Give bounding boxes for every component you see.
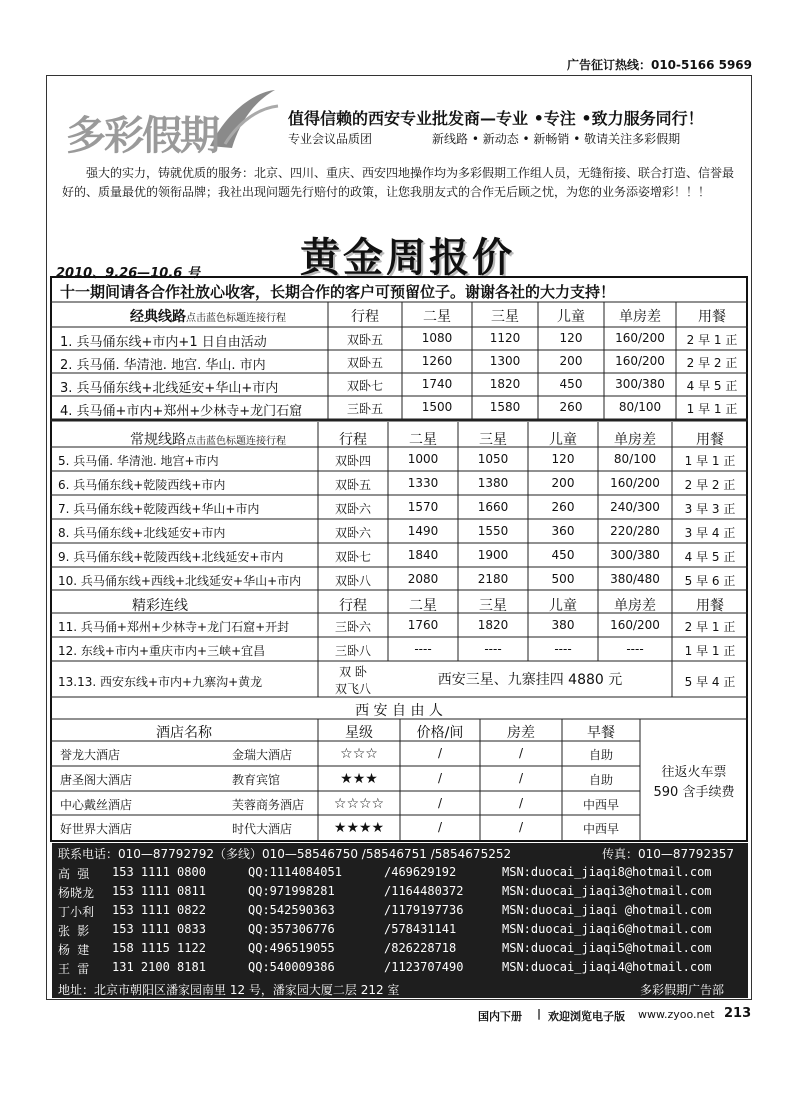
- hotel-price: /: [437, 771, 443, 785]
- meal-plan: 3 早 3 正: [684, 502, 736, 516]
- price-single-room: 220/280: [610, 524, 660, 538]
- contact-address: 地址：北京市朝阳区潘家园南里 12 号，潘家园大厦二层 212 室: [58, 983, 400, 997]
- hotel-price: /: [437, 820, 443, 834]
- price-single-room: 160/200: [615, 331, 665, 345]
- price-three-star: 1380: [477, 476, 509, 490]
- route-name: 2. 兵马俑. 华清池. 地宫. 华山. 市内: [60, 358, 266, 373]
- footer-promo: 欢迎浏览电子版: [548, 1010, 625, 1023]
- contact-qq: QQ:1114084051: [248, 865, 342, 879]
- regular-hint: 点击蓝色标题连接行程: [186, 436, 286, 447]
- price-three-star: 1120: [489, 331, 521, 345]
- price-three-star: 1820: [477, 618, 509, 632]
- train-ticket-price: 590 含手续费: [653, 785, 735, 800]
- col-meal: 用餐: [698, 309, 726, 325]
- page-number: 213: [724, 1006, 752, 1021]
- route-trip: 双卧五: [346, 333, 383, 347]
- route-name: 4. 兵马俑+市内+郑州+少林寺+龙门石窟: [60, 404, 303, 419]
- contact-mobile: 158 1115 1122: [112, 941, 206, 955]
- page-title: 黄金周报价: [300, 234, 515, 281]
- route-name: 12. 东线+市内+重庆市内+三峡+宜昌: [58, 644, 266, 658]
- route-name: 10. 兵马俑东线+西线+北线延安+华山+市内: [58, 574, 302, 588]
- col-single: 单房差: [614, 432, 656, 448]
- regular-title: 常规线路点击蓝色标题连接行程: [130, 432, 286, 448]
- col-single: 单房差: [619, 309, 661, 325]
- hotel-star-rating: ☆☆☆: [340, 746, 378, 762]
- hotel-room-diff: /: [518, 796, 524, 810]
- contact-msn: MSN:duocai_jiaqi4@hotmail.com: [502, 960, 712, 974]
- col-two-star: 二星: [423, 309, 451, 325]
- contact-fax: 传真：010—87792357: [602, 847, 734, 861]
- price-three-star: 1580: [489, 400, 521, 414]
- contact-name: 丁小利: [58, 905, 95, 919]
- col-three-star: 三星: [479, 598, 507, 614]
- price-two-star: 1000: [407, 452, 439, 466]
- hotel-name: 时代大酒店: [232, 822, 293, 836]
- price-two-star: 1260: [421, 354, 453, 368]
- route-name: 3. 兵马俑东线+北线延安+华山+市内: [60, 381, 279, 396]
- hotel-price: /: [437, 746, 443, 760]
- meal-plan: 2 早 2 正: [684, 478, 736, 492]
- brand-subline-1: 专业会议品质团: [288, 132, 373, 146]
- price-three-star: 1550: [477, 524, 509, 538]
- price-two-star: 1840: [407, 548, 439, 562]
- classic-title: 经典线路点击蓝色标题连接行程: [130, 309, 286, 325]
- price-two-star: 1080: [421, 331, 453, 345]
- footer-separator: |: [537, 1007, 542, 1020]
- price-three-star: 1050: [477, 452, 509, 466]
- contact-qq-alt: /1123707490: [384, 960, 464, 974]
- hotel-name: 芙蓉商务酒店: [232, 798, 305, 812]
- route-name: 1. 兵马俑东线+市内+1 日自由活动: [60, 335, 267, 350]
- meal-plan: 5 早 6 正: [684, 574, 736, 588]
- col-two-star: 二星: [409, 432, 437, 448]
- contact-qq: QQ:540009386: [248, 960, 335, 974]
- price-child: 450: [559, 377, 583, 391]
- contact-qq-alt: /826228718: [384, 941, 457, 955]
- price-single-room: 80/100: [613, 452, 657, 466]
- price-single-room: 380/480: [610, 572, 660, 586]
- hotel-star-rating: ☆☆☆☆: [333, 796, 385, 812]
- contact-mobile: 153 1111 0833: [112, 922, 206, 936]
- contact-mobile: 153 1111 0822: [112, 903, 206, 917]
- price-two-star: ----: [414, 642, 432, 656]
- price-child: 260: [559, 400, 583, 414]
- col-three-star: 三星: [491, 309, 519, 325]
- hotel-breakfast: 自助: [588, 773, 613, 787]
- route-name: 8. 兵马俑东线+北线延安+市内: [58, 526, 226, 540]
- price-two-star: 1570: [407, 500, 439, 514]
- route-13-price: 西安三星、九寨挂四 4880 元: [437, 672, 623, 688]
- col-three-star: 三星: [479, 432, 507, 448]
- contact-mobile: 153 1111 0811: [112, 884, 206, 898]
- price-single-room: 240/300: [610, 500, 660, 514]
- hotel-name: 金瑞大酒店: [232, 748, 293, 762]
- hotel-star-rating: ★★★★: [333, 820, 385, 836]
- route-name: 5. 兵马俑. 华清池. 地宫+市内: [58, 454, 219, 468]
- footer-website[interactable]: www.zyoo.net: [638, 1008, 715, 1021]
- contact-qq-alt: /1179197736: [384, 903, 464, 917]
- route-trip: 双卧六: [334, 502, 371, 516]
- price-child: ----: [554, 642, 572, 656]
- contact-name: 高 强: [58, 867, 90, 881]
- price-child: 260: [551, 500, 575, 514]
- hotel-breakfast: 中西早: [582, 822, 619, 836]
- col-child: 儿童: [549, 598, 577, 614]
- route-13-meal: 5 早 4 正: [684, 675, 736, 689]
- price-three-star: ----: [484, 642, 502, 656]
- brand-slogan: 值得信赖的西安专业批发商—专业 •专注 •致力服务同行！: [288, 109, 704, 128]
- free-title: 西 安 自 由 人: [355, 703, 443, 719]
- route-trip: 双卧七: [334, 550, 371, 564]
- price-two-star: 1760: [407, 618, 439, 632]
- route-13-trip-1: 双 卧: [339, 665, 367, 679]
- hotel-price: /: [437, 796, 443, 810]
- meal-plan: 2 早 1 正: [686, 333, 738, 347]
- contact-qq: QQ:542590363: [248, 903, 335, 917]
- hotel-breakfast: 自助: [588, 748, 613, 762]
- date-range: 2010、9.26—10.6 号: [56, 266, 200, 281]
- special-title: 精彩连线: [132, 598, 188, 614]
- meal-plan: 4 早 5 正: [686, 379, 738, 393]
- col-single: 单房差: [614, 598, 656, 614]
- col-child: 儿童: [557, 309, 585, 325]
- route-trip: 双卧七: [346, 379, 383, 393]
- price-two-star: 2080: [407, 572, 439, 586]
- contact-mobile: 153 1111 0800: [112, 865, 206, 879]
- price-single-room: 160/200: [610, 618, 660, 632]
- contact-qq-alt: /469629192: [384, 865, 457, 879]
- price-single-room: 300/380: [615, 377, 665, 391]
- route-trip: 双卧四: [334, 454, 371, 468]
- price-child: 200: [559, 354, 583, 368]
- contact-panel: [52, 843, 748, 998]
- contact-msn: MSN:duocai_jiaqi @hotmail.com: [502, 903, 712, 917]
- hotel-name: 教育宾馆: [232, 773, 281, 787]
- route-trip: 三卧五: [346, 402, 383, 416]
- ad-hotline: 广告征订热线：010-5166 5969: [566, 58, 752, 72]
- contact-qq: QQ:971998281: [248, 884, 335, 898]
- meal-plan: 2 早 2 正: [686, 356, 738, 370]
- route-name: 11. 兵马俑+郑州+少林寺+龙门石窟+开封: [58, 620, 290, 634]
- col-breakfast: 早餐: [587, 725, 615, 741]
- col-trip: 行程: [351, 309, 379, 325]
- contact-mobile: 131 2100 8181: [112, 960, 206, 974]
- col-trip: 行程: [339, 598, 367, 614]
- train-ticket-label: 往返火车票: [661, 765, 727, 780]
- contact-qq-alt: /578431141: [384, 922, 457, 936]
- meal-plan: 2 早 1 正: [684, 620, 736, 634]
- route-trip: 双卧五: [334, 478, 371, 492]
- route-13-name: 13.13. 西安东线+市内+九寨沟+黄龙: [58, 675, 263, 689]
- ad-department: 多彩假期广告部: [640, 983, 725, 997]
- contact-name: 张 影: [58, 924, 90, 938]
- price-child: 120: [551, 452, 575, 466]
- notice-text: 十一期间请各合作社放心收客，长期合作的客户可预留位子。谢谢各社的大力支持！: [60, 283, 616, 301]
- route-trip: 双卧八: [334, 574, 371, 588]
- contact-name: 王 雷: [58, 962, 90, 976]
- price-single-room: 160/200: [615, 354, 665, 368]
- price-child: 450: [551, 548, 575, 562]
- price-child: 120: [559, 331, 583, 345]
- logo-text: 多彩假期: [66, 112, 218, 159]
- col-meal: 用餐: [696, 598, 724, 614]
- price-two-star: 1500: [421, 400, 453, 414]
- route-trip: 双卧六: [334, 526, 371, 540]
- route-name: 9. 兵马俑东线+乾陵西线+北线延安+市内: [58, 550, 284, 564]
- footer-section: 国内下册: [478, 1010, 522, 1023]
- price-child: 360: [551, 524, 575, 538]
- price-two-star: 1740: [421, 377, 453, 391]
- intro-paragraph: 强大的实力，铸就优质的服务：北京、四川、重庆、西安四地操作均为多彩假期工作组人员，无缝衔接、联合打造、信誉最好的、质量最优的领衔品牌；我社出现问题先行赔付的政策，让您我朋友式的合作无后顾之忧，为您的业务添姿增彩！！！: [62, 166, 735, 199]
- price-three-star: 1820: [489, 377, 521, 391]
- price-child: 380: [551, 618, 575, 632]
- contact-msn: MSN:duocai_jiaqi5@hotmail.com: [502, 941, 712, 955]
- col-diff: 房差: [507, 725, 535, 741]
- hotel-room-diff: /: [518, 771, 524, 785]
- meal-plan: 4 早 5 正: [684, 550, 736, 564]
- price-two-star: 1490: [407, 524, 439, 538]
- price-three-star: 2180: [477, 572, 509, 586]
- hotel-star-rating: ★★★: [340, 771, 378, 787]
- contact-qq: QQ:357306776: [248, 922, 335, 936]
- route-name: 7. 兵马俑东线+乾陵西线+华山+市内: [58, 502, 260, 516]
- hotel-breakfast: 中西早: [582, 798, 619, 812]
- hotel-name: 唐圣阁大酒店: [60, 773, 133, 787]
- contact-name: 杨 建: [58, 943, 90, 957]
- price-two-star: 1330: [407, 476, 439, 490]
- contact-phone: 联系电话：010—87792792（多线）010—58546750 /58546751 /5854675252: [58, 847, 512, 861]
- col-price: 价格/间: [416, 725, 464, 741]
- price-three-star: 1300: [489, 354, 521, 368]
- meal-plan: 1 早 1 正: [684, 454, 736, 468]
- price-three-star: 1660: [477, 500, 509, 514]
- col-two-star: 二星: [409, 598, 437, 614]
- brand-subline-2: 新线路 • 新动态 • 新畅销 • 敬请关注多彩假期: [432, 132, 681, 146]
- meal-plan: 3 早 4 正: [684, 526, 736, 540]
- route-13-trip-2: 双飞八: [334, 682, 371, 696]
- col-hotel: 酒店名称: [156, 725, 212, 741]
- col-meal: 用餐: [696, 432, 724, 448]
- hotel-room-diff: /: [518, 820, 524, 834]
- col-trip: 行程: [339, 432, 367, 448]
- contact-qq-alt: /1164480372: [384, 884, 464, 898]
- contact-qq: QQ:496519055: [248, 941, 335, 955]
- price-child: 500: [551, 572, 575, 586]
- price-three-star: 1900: [477, 548, 509, 562]
- price-single-room: 80/100: [618, 400, 662, 414]
- price-child: 200: [551, 476, 575, 490]
- hotel-name: 誉龙大酒店: [60, 748, 121, 762]
- price-single-room: 300/380: [610, 548, 660, 562]
- contact-name: 杨晓龙: [58, 886, 95, 900]
- price-single-room: ----: [626, 642, 644, 656]
- col-star: 星级: [345, 725, 373, 741]
- route-trip: 三卧八: [334, 644, 371, 658]
- col-child: 儿童: [549, 432, 577, 448]
- contact-msn: MSN:duocai_jiaqi6@hotmail.com: [502, 922, 712, 936]
- hotel-room-diff: /: [518, 746, 524, 760]
- route-trip: 双卧五: [346, 356, 383, 370]
- hotel-name: 中心戴丝酒店: [60, 798, 133, 812]
- meal-plan: 1 早 1 正: [686, 402, 738, 416]
- classic-hint: 点击蓝色标题连接行程: [186, 313, 286, 324]
- route-trip: 三卧六: [334, 620, 371, 634]
- meal-plan: 1 早 1 正: [684, 644, 736, 658]
- route-name: 6. 兵马俑东线+乾陵西线+市内: [58, 478, 226, 492]
- contact-msn: MSN:duocai_jiaqi3@hotmail.com: [502, 884, 712, 898]
- contact-msn: MSN:duocai_jiaqi8@hotmail.com: [502, 865, 712, 879]
- price-single-room: 160/200: [610, 476, 660, 490]
- hotel-name: 好世界大酒店: [60, 822, 133, 836]
